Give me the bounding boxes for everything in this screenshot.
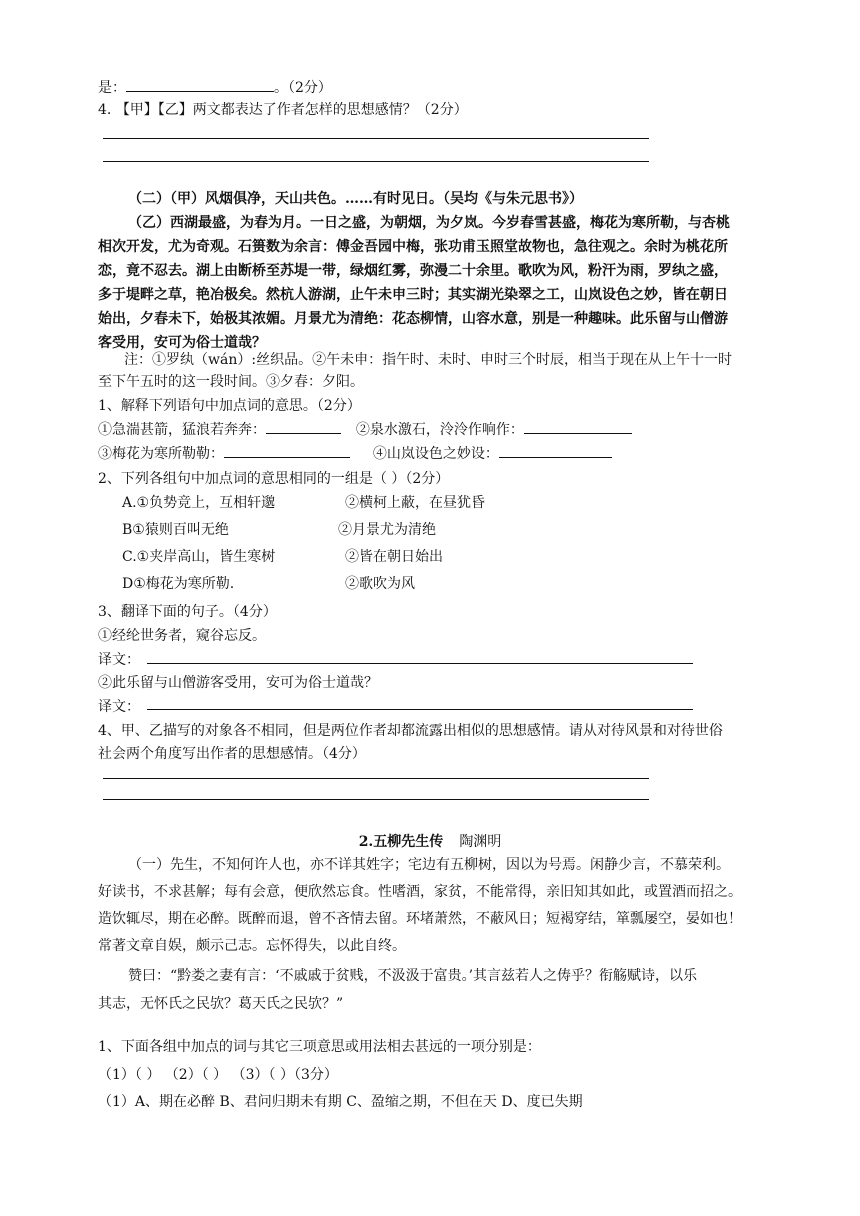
wuliu-question-1: 1、下面各组中加点的词与其它三项意思或用法相去甚远的一项分别是： xyxy=(98,1039,541,1055)
translation-rule[interactable] xyxy=(147,709,693,710)
answer-blank[interactable] xyxy=(126,77,274,92)
passage-jia: （二）（甲）风烟俱净，天山共色。……有时见日。（吴均《与朱元思书》） xyxy=(128,191,583,207)
passage-line: 常著文章自娱，颇示己志。忘怀得失，以此自终。 xyxy=(98,938,406,954)
wuliu-q1-options[interactable]: （1）A、期在必醉 B、君问归期未有期 C、盈缩之期，不但在天 D、度已失期 xyxy=(98,1094,583,1110)
question-1: 1、解释下列语句中加点词的意思。（2分） xyxy=(98,398,361,414)
zan-line: 赞曰：“黔娄之妻有言：‘不戚戚于贫贱，不汲汲于富贵。’其言兹若人之俦乎？衔觞赋诗，以乐 xyxy=(128,968,698,984)
question-2: 2、下列各组句中加点词的意思相同的一组是（ ）（2分） xyxy=(98,471,450,487)
answer-blank[interactable] xyxy=(224,443,350,458)
passage-yi-line: 相次开发，尤为奇观。石篑数为余言：傅金吾园中梅，张功甫玉照堂故物也，急往观之。余时为桃花所 xyxy=(98,239,728,255)
passage-yi-line: 客受用，安可为俗士道哉？ xyxy=(98,335,266,351)
option-B-2[interactable]: ②月景尤为清绝 xyxy=(338,522,436,538)
note-line: 至下午五时的这一段时间。③夕春：夕阳。 xyxy=(98,374,364,390)
translation-rule[interactable] xyxy=(147,663,693,664)
option-B-1[interactable]: B①猿则百叫无绝 xyxy=(122,522,229,538)
passage-line: 好读书，不求甚解；每有会意，便欣然忘食。性嗜酒，家贫，不能常得，亲旧知其如此，或置酒而招之。 xyxy=(98,884,742,900)
option-C-2[interactable]: ②皆在朝日始出 xyxy=(345,549,443,565)
q1-item-c: ③梅花为寒所勒勒： xyxy=(98,446,224,462)
answer-rule[interactable] xyxy=(103,161,649,162)
wuliu-q1-blanks[interactable]: （1）（ ） （2）（ ） （3）（ ）（3分） xyxy=(98,1067,338,1083)
q1-item-d: ④山岚设色之妙设： xyxy=(372,446,499,462)
section-title: 2.五柳先生传 xyxy=(358,834,444,850)
answer-blank[interactable] xyxy=(524,419,632,434)
passage-yi-line: 多于堤畔之草，艳冶极矣。然杭人游湖，止午未申三时；其实湖光染翠之工，山岚设色之妙，皆在朝日 xyxy=(98,287,728,303)
q1-item-b: ②泉水激石，泠泠作响作： xyxy=(355,422,524,438)
zan-line: 其志，无怀氏之民欤？葛天氏之民欤？” xyxy=(98,996,344,1012)
translation-label: 译文： xyxy=(98,652,140,668)
question-3: 3、翻译下面的句子。（4分） xyxy=(98,604,277,620)
q3-prefix: 是： xyxy=(98,80,126,96)
q3-suffix: 。（2分） xyxy=(274,80,332,96)
q1-item-row xyxy=(98,443,612,464)
q3-sentence-2: ②此乐留与山僧游客受用，安可为俗士道哉？ xyxy=(98,675,378,691)
question-4-line: 社会两个角度写出作者的思想感情。（4分） xyxy=(98,746,366,762)
option-D-1[interactable]: D①梅花为寒所勒. xyxy=(122,576,235,592)
passage-yi-line: 恋，竟不忍去。湖上由断桥至苏堤一带，绿烟红雾，弥漫二十余里。歌吹为风，粉汗为雨，罗纨之盛， xyxy=(98,263,728,279)
option-A-1[interactable]: A.①负势竞上，互相轩邈 xyxy=(122,495,276,511)
section-author: 陶渊明 xyxy=(459,834,502,850)
note-line: 注：①罗纨（wán）:丝织品。②午未申：指午时、未时、申时三个时辰，相当于现在从上午十一时 xyxy=(124,352,733,368)
option-A-2[interactable]: ②横柯上蔽，在昼犹昏 xyxy=(345,495,485,511)
answer-blank[interactable] xyxy=(499,443,612,458)
passage-line: （一）先生，不知何许人也，亦不详其姓字；宅边有五柳树，因以为号焉。闲静少言，不慕荣利。 xyxy=(128,857,730,873)
translation-label: 译文： xyxy=(98,699,140,715)
option-C-1[interactable]: C.①夹岸高山，皆生寒树 xyxy=(122,549,276,565)
question-4-line: 4、甲、乙描写的对象各不相同，但是两位作者却都流露出相似的思想感情。请从对待风景和对待世俗 xyxy=(98,723,723,739)
passage-yi-line: （乙）西湖最盛，为春为月。一日之盛，为朝烟，为夕岚。今岁春雪甚盛，梅花为寒所勒，与杏桃 xyxy=(128,215,730,231)
q1-item-a: ①急湍甚箭，猛浪若奔奔： xyxy=(98,422,266,438)
q1-item-row xyxy=(98,419,632,440)
answer-rule[interactable] xyxy=(103,778,649,779)
option-D-2[interactable]: ②歌吹为风 xyxy=(345,576,415,592)
answer-rule[interactable] xyxy=(103,138,649,139)
q3-answer-line xyxy=(98,77,332,98)
answer-blank[interactable] xyxy=(266,419,341,434)
question-4: 4. 【甲】【乙】两文都表达了作者怎样的思想感情？（2分） xyxy=(98,102,468,118)
answer-rule[interactable] xyxy=(103,799,649,800)
passage-line: 造饮辄尽，期在必醉。既醉而退，曾不吝情去留。环堵萧然，不蔽风日；短褐穿结，箪瓢屡空，晏如也！ xyxy=(98,911,742,927)
section-title-row xyxy=(0,831,860,851)
passage-yi-line: 始出，夕春未下，始极其浓媚。月景尤为清绝：花态柳情，山容水意，别是一种趣味。此乐留与山僧游 xyxy=(98,311,728,327)
q3-sentence-1: ①经纶世务者，窥谷忘反。 xyxy=(98,628,266,644)
